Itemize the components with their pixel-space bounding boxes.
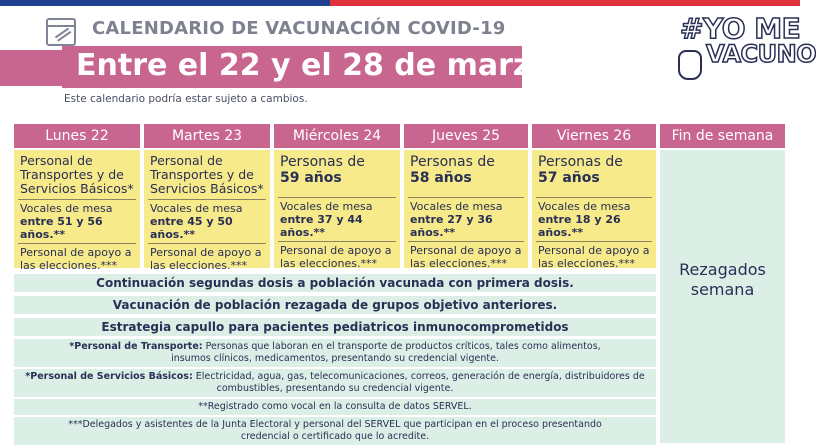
apoyo-line: las elecciones.*** xyxy=(280,257,377,270)
thumbs-up-icon xyxy=(678,50,702,80)
vocales-block xyxy=(536,197,652,241)
day-cell-miercoles xyxy=(274,150,400,268)
vocales-age-range: entre 37 y 44 años.** xyxy=(280,213,363,239)
footnote-servicios xyxy=(14,369,656,397)
target-age: 57 años xyxy=(538,170,600,186)
footnote-text: insumos clínicos, medicamentos, presentando su credencial vigente. xyxy=(171,353,499,364)
day-cell-lunes xyxy=(14,150,140,272)
weekend-text xyxy=(660,260,785,300)
day-main-group xyxy=(278,153,396,189)
column-header-viernes: Viernes 26 xyxy=(532,124,656,148)
disclaimer-note: Este calendario podría estar sujeto a cambios. xyxy=(64,93,308,105)
target-age: 58 años xyxy=(410,170,472,186)
vocales-block xyxy=(18,199,136,243)
apoyo-line: las elecciones.*** xyxy=(538,257,635,270)
top-bar-red xyxy=(330,0,800,6)
apoyo-line: Personal de apoyo a xyxy=(280,244,392,257)
apoyo-block xyxy=(536,241,652,270)
logo-line-1: #YO ME xyxy=(680,12,801,45)
apoyo-line: Personal de apoyo a xyxy=(20,246,132,259)
vocales-age-range: entre 27 y 36 años.** xyxy=(410,213,493,239)
main-line: Servicios Básicos* xyxy=(150,181,264,196)
main-line: Personal de xyxy=(150,153,223,168)
day-cell-viernes xyxy=(532,150,656,268)
top-bar-blue xyxy=(0,0,330,6)
footnote-transporte xyxy=(14,339,656,367)
footnote-delegados xyxy=(14,417,656,445)
main-line: Personal de xyxy=(20,153,93,168)
vocales-block xyxy=(408,197,524,241)
calendar-syringe-icon xyxy=(46,18,76,46)
target-age: 59 años xyxy=(280,170,342,186)
apoyo-block xyxy=(18,243,136,272)
main-line: Personas de xyxy=(538,154,623,170)
footnote-text: Personas que laboran en el transporte de productos críticos, tales como alimentos, xyxy=(202,341,601,352)
column-header-miercoles: Miércoles 24 xyxy=(274,124,400,148)
vocales-block xyxy=(278,197,396,241)
column-header-jueves: Jueves 25 xyxy=(404,124,528,148)
apoyo-line: las elecciones.*** xyxy=(410,257,507,270)
main-line: Personas de xyxy=(410,154,495,170)
apoyo-block xyxy=(278,241,396,270)
footnote-text: ***Delegados y asistentes de la Junta Electoral y personal del SERVEL que participan en el proceso presentando xyxy=(68,419,602,430)
day-main-group xyxy=(18,153,136,199)
vocales-age-range: entre 18 y 26 años.** xyxy=(538,213,621,239)
column-header-martes: Martes 23 xyxy=(144,124,270,148)
column-header-fin-de-semana: Fin de semana xyxy=(660,124,785,148)
apoyo-line: Personal de apoyo a xyxy=(410,244,522,257)
top-color-bar xyxy=(0,0,800,6)
apoyo-block xyxy=(408,241,524,270)
yo-me-vacuno-logo xyxy=(678,12,816,84)
vocales-age-range: entre 45 y 50 años.** xyxy=(150,215,233,241)
apoyo-line: Personal de apoyo a xyxy=(150,246,262,259)
apoyo-line: Personal de apoyo a xyxy=(538,244,650,257)
day-cell-jueves xyxy=(404,150,528,268)
vocales-label: Vocales de mesa xyxy=(538,200,631,213)
vocales-label: Vocales de mesa xyxy=(150,202,243,215)
footnote-text: credencial o certificado que lo acredite. xyxy=(240,431,430,442)
column-header-lunes: Lunes 22 xyxy=(14,124,140,148)
weekend-line: semana xyxy=(690,280,755,299)
vocales-label: Vocales de mesa xyxy=(20,202,113,215)
day-main-group xyxy=(408,153,524,189)
vocales-label: Vocales de mesa xyxy=(280,200,373,213)
apoyo-line: las elecciones.*** xyxy=(150,259,247,272)
vocales-label: Vocales de mesa xyxy=(410,200,503,213)
row-segundas-dosis: Continuación segundas dosis a población vacunada con primera dosis. xyxy=(14,274,656,292)
footnote-text: combustibles, presentando su credencial vigente. xyxy=(216,383,454,394)
main-line: Transportes y de xyxy=(20,167,124,182)
main-line: Personas de xyxy=(280,154,365,170)
day-main-group xyxy=(536,153,652,189)
footnote-label: *Personal de Servicios Básicos: xyxy=(25,371,193,382)
vocales-block xyxy=(148,199,266,243)
footnote-registrado: **Registrado como vocal en la consulta de datos SERVEL. xyxy=(14,399,656,415)
weekend-line: Rezagados xyxy=(679,260,766,279)
footnote-label: *Personal de Transporte: xyxy=(69,341,203,352)
row-rezagada: Vacunación de población rezagada de grupos objetivo anteriores. xyxy=(14,296,656,314)
vocales-age-range: entre 51 y 56 años.** xyxy=(20,215,103,241)
day-main-group xyxy=(148,153,266,199)
footnote-text: Electricidad, agua, gas, telecomunicaciones, correos, generación de energía, distribuidores de xyxy=(192,371,645,382)
row-estrategia-capullo: Estrategia capullo para pacientes pediatricos inmunocomprometidos xyxy=(14,318,656,336)
apoyo-block xyxy=(148,243,266,272)
date-range-banner: Entre el 22 y el 28 de marzo xyxy=(62,46,522,88)
main-line: Transportes y de xyxy=(150,167,254,182)
apoyo-line: las elecciones.*** xyxy=(20,259,117,272)
page-title: CALENDARIO DE VACUNACIÓN COVID-19 xyxy=(92,18,506,39)
logo-line-2: VACUNO xyxy=(706,40,816,68)
main-line: Servicios Básicos* xyxy=(20,181,134,196)
day-cell-martes xyxy=(144,150,270,272)
weekend-cell xyxy=(660,150,785,443)
